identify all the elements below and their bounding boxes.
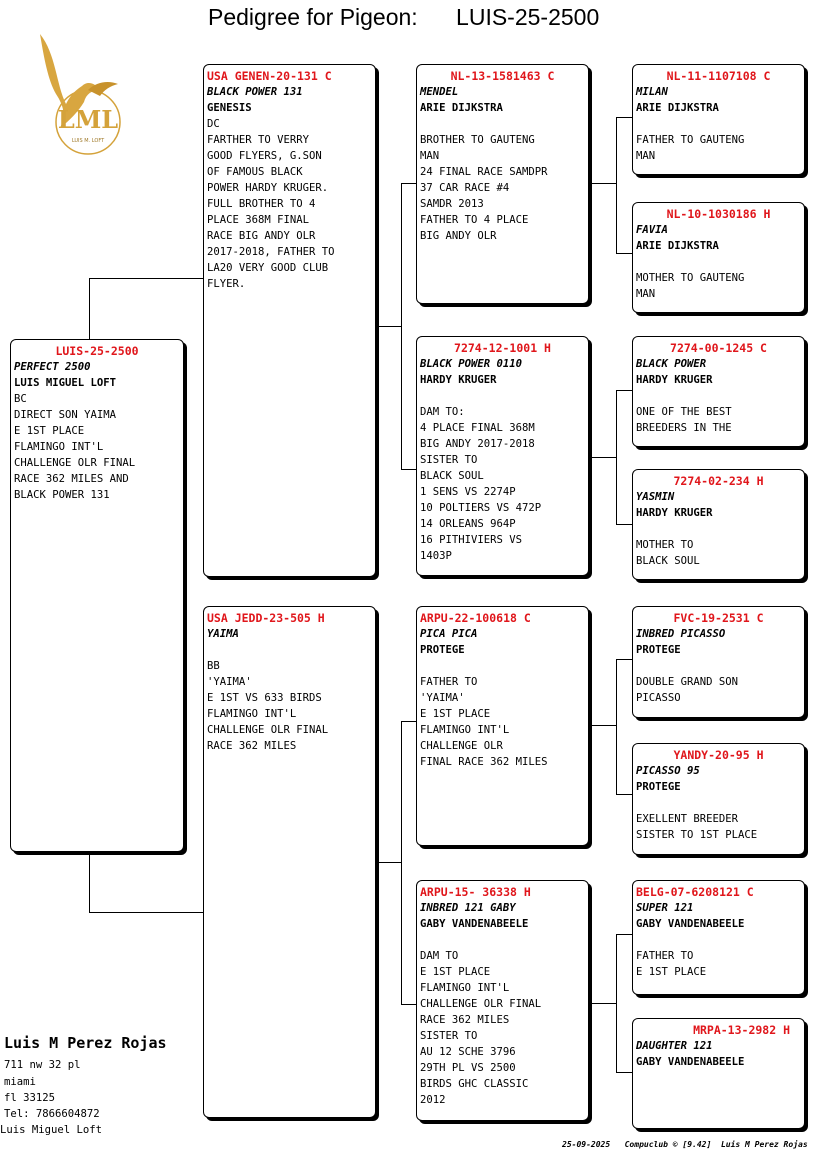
sds-box[interactable]: [632, 336, 805, 447]
detail-line: MAN: [636, 288, 656, 300]
detail-line: 2017-2018, FATHER TO: [207, 246, 335, 258]
connector: [616, 1072, 633, 1073]
detail-line: BIG ANDY 2017-2018: [420, 438, 535, 450]
breeder-line-text: GABY VANDENABEELE: [420, 918, 529, 930]
detail-line: FATHER TO GAUTENG: [636, 134, 745, 146]
connector: [616, 390, 633, 391]
pigeon-name: INBRED PICASSO: [636, 628, 726, 640]
breeder-line-text: HARDY KRUGER: [636, 374, 713, 386]
connector: [401, 1004, 417, 1005]
detail-line: [636, 116, 801, 132]
detail-line: RACE 362 MILES AND: [14, 473, 129, 485]
detail-line: SISTER TO: [420, 454, 478, 466]
ssd-ring: NL-10-1030186 H: [666, 207, 771, 221]
connector: [89, 278, 90, 340]
dss-box[interactable]: [632, 606, 805, 718]
pigeon-name: INBRED 121 GABY: [420, 902, 516, 914]
pigeon-name: FAVIA: [636, 224, 668, 236]
detail-line: E 1ST PLACE: [420, 708, 491, 720]
connector: [376, 326, 401, 327]
detail-line: 29TH PL VS 2500: [420, 1062, 516, 1074]
detail-line: [636, 521, 801, 537]
pigeon-name: BLACK POWER: [636, 358, 707, 370]
pigeon-name: PERFECT 2500: [14, 361, 91, 373]
breeder-line-text: HARDY KRUGER: [636, 507, 713, 519]
detail-line: MAN: [636, 150, 656, 162]
detail-line: CHALLENGE OLR FINAL: [14, 457, 136, 469]
detail-line: AU 12 SCHE 3796: [420, 1046, 516, 1058]
sire-sire-details: [420, 84, 585, 244]
detail-line: EXELLENT BREEDER: [636, 813, 739, 825]
ddd-box[interactable]: [632, 1018, 805, 1129]
detail-line: SISTER TO 1ST PLACE: [636, 829, 758, 841]
connector: [89, 852, 90, 912]
breeder-line-text: ARIE DIJKSTRA: [636, 102, 719, 114]
footer-credit: 25-09-2025 Compuclub © [9.42] Luis M Perez Rojas: [562, 1140, 808, 1149]
detail-line: DAM TO:: [420, 406, 465, 418]
subject-details: [14, 359, 180, 503]
ddd-details: [636, 1038, 801, 1070]
connector: [616, 659, 633, 660]
subject-box[interactable]: [10, 339, 184, 852]
detail-line: DOUBLE GRAND SON: [636, 676, 739, 688]
detail-line: [636, 254, 801, 270]
breeder-loft: Luis Miguel Loft: [0, 1124, 103, 1136]
pigeon-name: DAUGHTER 121: [636, 1040, 713, 1052]
dsd-details: [636, 763, 801, 843]
connector: [89, 278, 204, 279]
dam-sire-box[interactable]: [416, 606, 589, 846]
detail-line: FLAMINGO INT'L: [207, 708, 297, 720]
detail-line: 10 POLTIERS VS 472P: [420, 502, 542, 514]
breeder-city: miami: [4, 1076, 36, 1088]
detail-line: [420, 932, 585, 948]
pigeon-name: YAIMA: [207, 628, 239, 640]
subject-ring: LUIS-25-2500: [55, 344, 139, 358]
sire-dam-details: [420, 356, 585, 564]
logo-subtext: LUIS M. LOFT: [71, 138, 105, 144]
detail-line: BIG ANDY OLR: [420, 230, 497, 242]
dds-details: [636, 900, 801, 980]
pigeon-name: YASMIN: [636, 491, 675, 503]
detail-line: [636, 795, 801, 811]
sire-dam-ring: 7274-12-1001 H: [454, 341, 551, 355]
pigeon-name: PICA PICA: [420, 628, 478, 640]
dsd-box[interactable]: [632, 743, 805, 855]
sds-ring: 7274-00-1245 C: [670, 341, 767, 355]
connector: [616, 117, 633, 118]
connector: [401, 183, 402, 469]
dam-sire-details: [420, 626, 585, 770]
sss-ring: NL-11-1107108 C: [666, 69, 771, 83]
detail-line: MAN: [420, 150, 440, 162]
detail-line: E 1ST VS 633 BIRDS: [207, 692, 322, 704]
breeder-line-text: GABY VANDENABEELE: [636, 1056, 745, 1068]
detail-line: POWER HARDY KRUGER.: [207, 182, 329, 194]
dam-dam-details: [420, 900, 585, 1108]
detail-line: CHALLENGE OLR FINAL: [420, 998, 542, 1010]
pigeon-name: SUPER 121: [636, 902, 694, 914]
detail-line: MOTHER TO GAUTENG: [636, 272, 745, 284]
detail-line: SISTER TO: [420, 1030, 478, 1042]
sds-details: [636, 356, 801, 436]
detail-line: DC: [207, 118, 220, 130]
detail-line: 4 PLACE FINAL 368M: [420, 422, 535, 434]
breeder-line-text: GABY VANDENABEELE: [636, 918, 745, 930]
pigeon-name: BLACK POWER 131: [207, 86, 303, 98]
detail-line: GOOD FLYERS, G.SON: [207, 150, 322, 162]
detail-line: DAM TO: [420, 950, 459, 962]
connector: [616, 934, 617, 1072]
sire-sire-ring: NL-13-1581463 C: [450, 69, 555, 83]
detail-line: CHALLENGE OLR FINAL: [207, 724, 329, 736]
dss-ring: FVC-19-2531 C: [673, 611, 764, 625]
connector: [401, 721, 402, 1004]
detail-line: BLACK POWER 131: [14, 489, 110, 501]
dss-details: [636, 626, 801, 706]
title-ring: LUIS-25-2500: [456, 4, 600, 30]
detail-line: FATHER TO: [636, 950, 694, 962]
detail-line: [636, 932, 801, 948]
connector: [401, 721, 417, 722]
connector: [89, 912, 204, 913]
detail-line: FLAMINGO INT'L: [420, 982, 510, 994]
pigeon-name: MILAN: [636, 86, 668, 98]
connector: [376, 862, 401, 863]
detail-line: 'YAIMA': [420, 692, 465, 704]
breeder-zip: fl 33125: [4, 1092, 56, 1104]
detail-line: 1 SENS VS 2274P: [420, 486, 516, 498]
detail-line: OF FAMOUS BLACK: [207, 166, 303, 178]
ddd-ring: MRPA-13-2982 H: [693, 1023, 790, 1037]
detail-line: FATHER TO: [420, 676, 478, 688]
detail-line: FULL BROTHER TO 4: [207, 198, 316, 210]
detail-line: 'YAIMA': [207, 676, 252, 688]
sss-box[interactable]: [632, 64, 805, 175]
detail-line: FARTHER TO VERRY: [207, 134, 310, 146]
connector: [616, 117, 617, 253]
connector: [616, 390, 617, 524]
breeder-line-text: ARIE DIJKSTRA: [636, 240, 719, 252]
dam-ring: USA JEDD-23-505 H: [207, 611, 325, 625]
breeder-tel: Tel: 7866604872: [4, 1108, 100, 1120]
detail-line: E 1ST PLACE: [420, 966, 491, 978]
sire-box[interactable]: [203, 64, 376, 577]
detail-line: [636, 658, 801, 674]
detail-line: BREEDERS IN THE: [636, 422, 732, 434]
dsd-ring: YANDY-20-95 H: [673, 748, 764, 762]
detail-line: BC: [14, 393, 27, 405]
detail-line: FLAMINGO INT'L: [420, 724, 510, 736]
detail-line: 2012: [420, 1094, 446, 1106]
sire-ring: USA GENEN-20-131 C: [207, 69, 332, 83]
dds-box[interactable]: [632, 880, 805, 995]
sdd-details: [636, 489, 801, 569]
sire-details: [207, 84, 372, 292]
detail-line: 14 ORLEANS 964P: [420, 518, 516, 530]
page-title: [208, 4, 599, 31]
detail-line: RACE 362 MILES: [420, 1014, 510, 1026]
detail-line: MOTHER TO: [636, 539, 694, 551]
detail-line: BLACK SOUL: [420, 470, 484, 482]
detail-line: [420, 116, 585, 132]
breeder-line-text: [207, 642, 372, 658]
logo-text: LML: [57, 105, 119, 134]
connector: [589, 725, 616, 726]
sdd-ring: 7274-02-234 H: [673, 474, 764, 488]
detail-line: LA20 VERY GOOD CLUB: [207, 262, 329, 274]
connector: [589, 183, 616, 184]
detail-line: [636, 388, 801, 404]
detail-line: PICASSO: [636, 692, 681, 704]
detail-line: FLYER.: [207, 278, 246, 290]
breeder-line-text: PROTEGE: [636, 781, 681, 793]
connector: [589, 1003, 616, 1004]
sdd-box[interactable]: [632, 469, 805, 580]
sire-sire-box[interactable]: [416, 64, 589, 304]
detail-line: BLACK SOUL: [636, 555, 700, 567]
sire-dam-box[interactable]: [416, 336, 589, 576]
detail-line: PLACE 368M FINAL: [207, 214, 310, 226]
detail-line: [420, 388, 585, 404]
connector: [401, 183, 417, 184]
breeder-line-text: PROTEGE: [636, 644, 681, 656]
detail-line: DIRECT SON YAIMA: [14, 409, 117, 421]
detail-line: 24 FINAL RACE SAMDPR: [420, 166, 548, 178]
breeder-line-text: PROTEGE: [420, 644, 465, 656]
detail-line: ONE OF THE BEST: [636, 406, 732, 418]
dam-dam-box[interactable]: [416, 880, 589, 1121]
loft-logo: [26, 24, 136, 160]
detail-line: 1403P: [420, 550, 452, 562]
connector: [616, 524, 633, 525]
detail-line: FLAMINGO INT'L: [14, 441, 104, 453]
breeder-line-text: LUIS MIGUEL LOFT: [14, 377, 117, 389]
breeder-line-text: HARDY KRUGER: [420, 374, 497, 386]
connector: [616, 659, 617, 794]
detail-line: E 1ST PLACE: [14, 425, 85, 437]
detail-line: [420, 658, 585, 674]
detail-line: FINAL RACE 362 MILES: [420, 756, 548, 768]
dam-details: [207, 626, 372, 754]
breeder-address: 711 nw 32 pl: [4, 1059, 81, 1071]
dam-dam-ring: ARPU-15- 36338 H: [420, 885, 531, 899]
breeder-line-text: ARIE DIJKSTRA: [420, 102, 503, 114]
dam-box[interactable]: [203, 606, 376, 1118]
detail-line: BB: [207, 660, 220, 672]
detail-line: 16 PITHIVIERS VS: [420, 534, 523, 546]
pigeon-name: BLACK POWER 0110: [420, 358, 523, 370]
detail-line: BIRDS GHC CLASSIC: [420, 1078, 529, 1090]
detail-line: SAMDR 2013: [420, 198, 484, 210]
detail-line: RACE BIG ANDY OLR: [207, 230, 316, 242]
connector: [616, 934, 633, 935]
title-label: Pedigree for Pigeon:: [208, 4, 418, 30]
ssd-box[interactable]: [632, 202, 805, 313]
breeder-name: Luis M Perez Rojas: [4, 1034, 167, 1052]
connector: [616, 794, 633, 795]
ssd-details: [636, 222, 801, 302]
detail-line: 37 CAR RACE #4: [420, 182, 510, 194]
detail-line: E 1ST PLACE: [636, 966, 707, 978]
connector: [401, 469, 417, 470]
detail-line: CHALLENGE OLR: [420, 740, 503, 752]
connector: [616, 253, 633, 254]
breeder-line-text: GENESIS: [207, 102, 252, 114]
pigeon-name: PICASSO 95: [636, 765, 700, 777]
dam-sire-ring: ARPU-22-100618 C: [420, 611, 531, 625]
detail-line: FATHER TO 4 PLACE: [420, 214, 529, 226]
dds-ring: BELG-07-6208121 C: [636, 885, 754, 899]
sss-details: [636, 84, 801, 164]
detail-line: BROTHER TO GAUTENG: [420, 134, 535, 146]
pigeon-name: MENDEL: [420, 86, 459, 98]
detail-line: RACE 362 MILES: [207, 740, 297, 752]
connector: [589, 457, 616, 458]
